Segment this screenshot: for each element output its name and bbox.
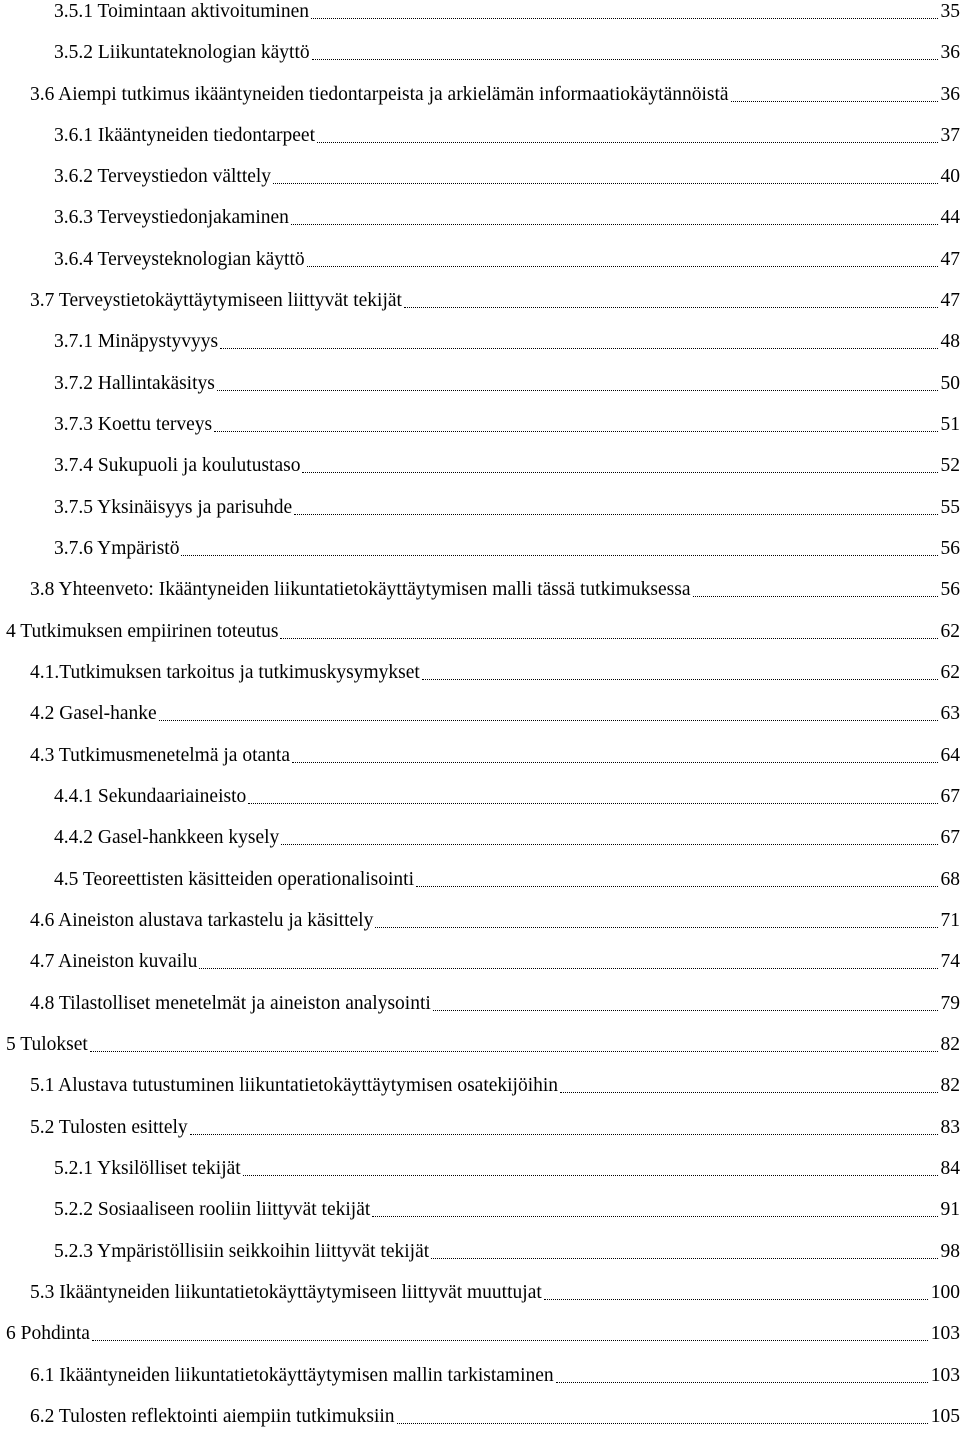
toc-entry[interactable] <box>0 906 960 936</box>
toc-entry-page-number: 100 <box>930 1282 960 1303</box>
toc-dot-leader <box>433 1010 938 1011</box>
toc-dot-leader <box>431 1258 937 1259</box>
toc-entry[interactable] <box>0 1071 960 1101</box>
toc-entry-page-number: 44 <box>940 207 960 228</box>
toc-dot-leader <box>273 183 937 184</box>
toc-dot-leader <box>312 59 938 60</box>
toc-entry-title: 3.8 Yhteenveto: Ikääntyneiden liikuntatietokäyttäytymisen malli tässä tutkimuksessa <box>30 579 691 600</box>
toc-entry-title: 3.7.6 Ympäristö <box>54 538 180 559</box>
toc-dot-leader <box>220 348 937 349</box>
toc-entry[interactable] <box>0 741 960 771</box>
toc-dot-leader <box>90 1051 938 1052</box>
toc-entry-title: 4.7 Aineiston kuvailu <box>30 951 198 972</box>
toc-entry-page-number: 56 <box>940 538 960 559</box>
toc-dot-leader <box>397 1423 928 1424</box>
toc-entry[interactable] <box>0 1154 960 1184</box>
toc-entry[interactable] <box>0 1030 960 1060</box>
toc-dot-leader <box>556 1382 928 1383</box>
toc-entry-page-number: 68 <box>940 869 960 890</box>
toc-entry[interactable] <box>0 658 960 688</box>
toc-entry[interactable] <box>0 162 960 192</box>
toc-dot-leader <box>190 1134 938 1135</box>
toc-entry-page-number: 62 <box>940 662 960 683</box>
toc-entry-title: 5.2 Tulosten esittely <box>30 1117 188 1138</box>
toc-entry-page-number: 52 <box>940 455 960 476</box>
toc-entry-title: 3.6.3 Terveystiedonjakaminen <box>54 207 289 228</box>
toc-entry-title: 3.6.2 Terveystiedon välttely <box>54 166 272 187</box>
toc-entry-title: 3.6.4 Terveysteknologian käyttö <box>54 249 305 270</box>
toc-dot-leader <box>294 514 937 515</box>
toc-dot-leader <box>302 472 937 473</box>
toc-entry-page-number: 105 <box>930 1406 960 1427</box>
toc-entry-title: 5.1 Alustava tutustuminen liikuntatietokäyttäytymisen osatekijöihin <box>30 1075 559 1096</box>
toc-entry[interactable] <box>0 699 960 729</box>
toc-entry-page-number: 82 <box>940 1034 960 1055</box>
toc-dot-leader <box>416 886 937 887</box>
toc-dot-leader <box>422 679 938 680</box>
toc-entry[interactable] <box>0 38 960 68</box>
toc-entry-title: 4.4.1 Sekundaariaineisto <box>54 786 247 807</box>
toc-entry[interactable] <box>0 1195 960 1225</box>
toc-entry-page-number: 71 <box>940 910 960 931</box>
toc-dot-leader <box>375 927 937 928</box>
toc-dot-leader <box>307 266 938 267</box>
toc-entry-page-number: 48 <box>940 331 960 352</box>
toc-entry-title: 3.7.4 Sukupuoli ja koulutustaso <box>54 455 301 476</box>
toc-entry-title: 4.3 Tutkimusmenetelmä ja otanta <box>30 745 290 766</box>
toc-entry[interactable] <box>0 1237 960 1267</box>
toc-dot-leader <box>159 720 938 721</box>
toc-dot-leader <box>199 968 937 969</box>
toc-entry-title: 4.2 Gasel-hanke <box>30 703 157 724</box>
toc-entry-title: 5.2.1 Yksilölliset tekijät <box>54 1158 241 1179</box>
toc-entry-title: 6.1 Ikääntyneiden liikuntatietokäyttäytymisen mallin tarkistaminen <box>30 1365 554 1386</box>
toc-entry[interactable] <box>0 286 960 316</box>
toc-entry[interactable] <box>0 121 960 151</box>
toc-entry[interactable] <box>0 203 960 233</box>
toc-entry-title: 5.2.2 Sosiaaliseen rooliin liittyvät tekijät <box>54 1199 371 1220</box>
toc-entry-title: 3.7 Terveystietokäyttäytymiseen liittyvät tekijät <box>30 290 402 311</box>
toc-dot-leader <box>281 844 937 845</box>
toc-dot-leader <box>560 1092 937 1093</box>
toc-entry[interactable] <box>0 327 960 357</box>
toc-dot-leader <box>217 390 938 391</box>
toc-entry-title: 3.6.1 Ikääntyneiden tiedontarpeet <box>54 125 315 146</box>
toc-entry-title: 4.6 Aineiston alustava tarkastelu ja käsittely <box>30 910 374 931</box>
toc-dot-leader <box>214 431 937 432</box>
toc-entry-page-number: 84 <box>940 1158 960 1179</box>
toc-entry[interactable] <box>0 823 960 853</box>
toc-entry-title: 6.2 Tulosten reflektointi aiempiin tutkimuksiin <box>30 1406 395 1427</box>
toc-entry-page-number: 40 <box>940 166 960 187</box>
toc-entry-page-number: 74 <box>940 951 960 972</box>
toc-entry[interactable] <box>0 989 960 1019</box>
toc-entry[interactable] <box>0 1402 960 1432</box>
toc-entry-title: 4 Tutkimuksen empiirinen toteutus <box>6 621 279 642</box>
toc-dot-leader <box>292 762 938 763</box>
toc-dot-leader <box>693 596 938 597</box>
toc-entry-page-number: 64 <box>940 745 960 766</box>
toc-entry-title: 5.3 Ikääntyneiden liikuntatietokäyttäytymiseen liittyvät muuttujat <box>30 1282 542 1303</box>
toc-entry-page-number: 37 <box>940 125 960 146</box>
toc-dot-leader <box>92 1340 928 1341</box>
toc-entry[interactable] <box>0 947 960 977</box>
toc-dot-leader <box>404 307 938 308</box>
toc-entry[interactable] <box>0 865 960 895</box>
toc-entry-page-number: 98 <box>940 1241 960 1262</box>
toc-entry-title: 3.5.2 Liikuntateknologian käyttö <box>54 42 310 63</box>
toc-dot-leader <box>291 224 938 225</box>
toc-entry-title: 4.8 Tilastolliset menetelmät ja aineiston analysointi <box>30 993 431 1014</box>
toc-entry-page-number: 79 <box>940 993 960 1014</box>
toc-entry[interactable] <box>0 1361 960 1391</box>
toc-entry-title: 5 Tulokset <box>6 1034 88 1055</box>
toc-entry-page-number: 67 <box>940 786 960 807</box>
toc-entry-title: 4.4.2 Gasel-hankkeen kysely <box>54 827 280 848</box>
toc-entry-page-number: 50 <box>940 373 960 394</box>
toc-entry[interactable] <box>0 1278 960 1308</box>
toc-entry-page-number: 91 <box>940 1199 960 1220</box>
toc-entry[interactable] <box>0 534 960 564</box>
toc-entry-page-number: 47 <box>940 290 960 311</box>
toc-entry-page-number: 62 <box>940 621 960 642</box>
toc-entry[interactable] <box>0 617 960 647</box>
toc-entry[interactable] <box>0 1319 960 1349</box>
toc-dot-leader <box>181 555 937 556</box>
toc-entry-page-number: 67 <box>940 827 960 848</box>
toc-entry-title: 3.5.1 Toimintaan aktivoituminen <box>54 1 309 22</box>
toc-entry-page-number: 103 <box>930 1365 960 1386</box>
toc-dot-leader <box>243 1175 938 1176</box>
toc-entry-page-number: 55 <box>940 497 960 518</box>
toc-entry[interactable] <box>0 410 960 440</box>
toc-entry-page-number: 83 <box>940 1117 960 1138</box>
toc-entry-title: 4.5 Teoreettisten käsitteiden operationalisointi <box>54 869 415 890</box>
toc-entry-page-number: 47 <box>940 249 960 270</box>
toc-dot-leader <box>311 18 938 19</box>
toc-dot-leader <box>731 101 938 102</box>
toc-entry[interactable] <box>0 493 960 523</box>
toc-entry-page-number: 51 <box>940 414 960 435</box>
toc-entry-page-number: 103 <box>930 1323 960 1344</box>
toc-entry-page-number: 82 <box>940 1075 960 1096</box>
toc-entry[interactable] <box>0 0 960 27</box>
toc-dot-leader <box>248 803 937 804</box>
toc-entry-page-number: 36 <box>940 42 960 63</box>
toc-entry[interactable] <box>0 451 960 481</box>
toc-entry[interactable] <box>0 80 960 110</box>
toc-entry[interactable] <box>0 782 960 812</box>
toc-dot-leader <box>317 142 938 143</box>
toc-entry-title: 3.7.2 Hallintakäsitys <box>54 373 215 394</box>
toc-entry-title: 5.2.3 Ympäristöllisiin seikkoihin liittyvät tekijät <box>54 1241 430 1262</box>
toc-dot-leader <box>544 1299 928 1300</box>
toc-entry-title: 4.1.Tutkimuksen tarkoitus ja tutkimuskysymykset <box>30 662 420 683</box>
toc-entry-page-number: 36 <box>940 84 960 105</box>
toc-dot-leader <box>280 638 937 639</box>
toc-entry-title: 3.6 Aiempi tutkimus ikääntyneiden tiedontarpeista ja arkielämän informaatiokäytännöistä <box>30 84 729 105</box>
toc-entry[interactable] <box>0 369 960 399</box>
toc-entry[interactable] <box>0 1113 960 1143</box>
toc-dot-leader <box>372 1216 937 1217</box>
toc-entry-title: 3.7.5 Yksinäisyys ja parisuhde <box>54 497 293 518</box>
toc-entry-title: 3.7.1 Minäpystyvyys <box>54 331 219 352</box>
toc-entry-title: 6 Pohdinta <box>6 1323 90 1344</box>
toc-entry[interactable] <box>0 245 960 275</box>
toc-entry-page-number: 63 <box>940 703 960 724</box>
toc-entry-title: 3.7.3 Koettu terveys <box>54 414 213 435</box>
toc-entry-page-number: 35 <box>940 1 960 22</box>
toc-entry[interactable] <box>0 575 960 605</box>
toc-entry-page-number: 56 <box>940 579 960 600</box>
